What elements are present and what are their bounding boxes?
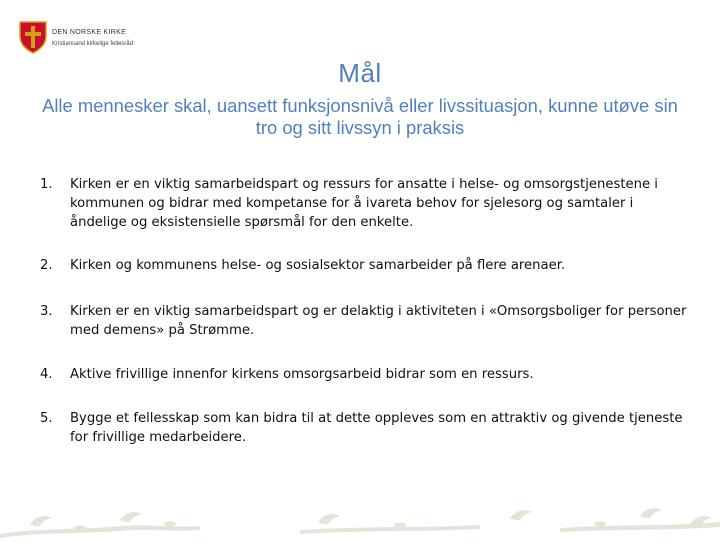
list-item-text: Kirken og kommunens helse- og sosialsektor samarbeider på flere arenaer. [70,258,566,273]
decorative-footer [0,500,720,540]
list-item [40,409,692,447]
list-item-number: 5. [40,411,53,426]
list-item-number: 3. [40,304,53,319]
church-logo [18,20,48,54]
list-item-text: Kirken er en viktig samarbeidspart og er delaktig i aktiviteten i «Omsorgsboliger for personer med demens» på Strømme. [70,304,687,338]
church-shield-icon [18,20,48,54]
organization-subtitle: Kristiansand kirkelige fellesråd [52,41,134,47]
list-item-text: Aktive frivillige innenfor kirkens omsorgsarbeid bidrar som en ressurs. [70,367,534,382]
list-item-number: 2. [40,258,53,273]
list-item [40,302,692,340]
slide-title: Mål [338,58,382,88]
list-item-text: Bygge et fellesskap som kan bidra til at dette oppleves som en attraktiv og givende tjeneste for frivillige medarbeidere. [70,411,683,445]
list-item [40,256,692,275]
dove-branch-decoration-icon [0,500,720,540]
organization-header [52,29,133,47]
slide-subtitle: Alle mennesker skal, uansett funksjonsnivå eller livssituasjon, kunne utøve sin tro og sitt livssyn i praksis [42,95,678,138]
organization-name: DEN NORSKE KIRKE [52,29,127,36]
list-item-number: 4. [40,367,53,382]
list-item [40,365,692,384]
list-item [40,175,692,232]
list-item-text: Kirken er en viktig samarbeidspart og ressurs for ansatte i helse- og omsorgstjenestene i kommunen og bidrar med kompetanse for å ivareta behov for sjelesorg og samtaler i åndelige og eksistensielle spørsmål for den enkelte. [70,177,658,230]
list-item-number: 1. [40,177,53,192]
